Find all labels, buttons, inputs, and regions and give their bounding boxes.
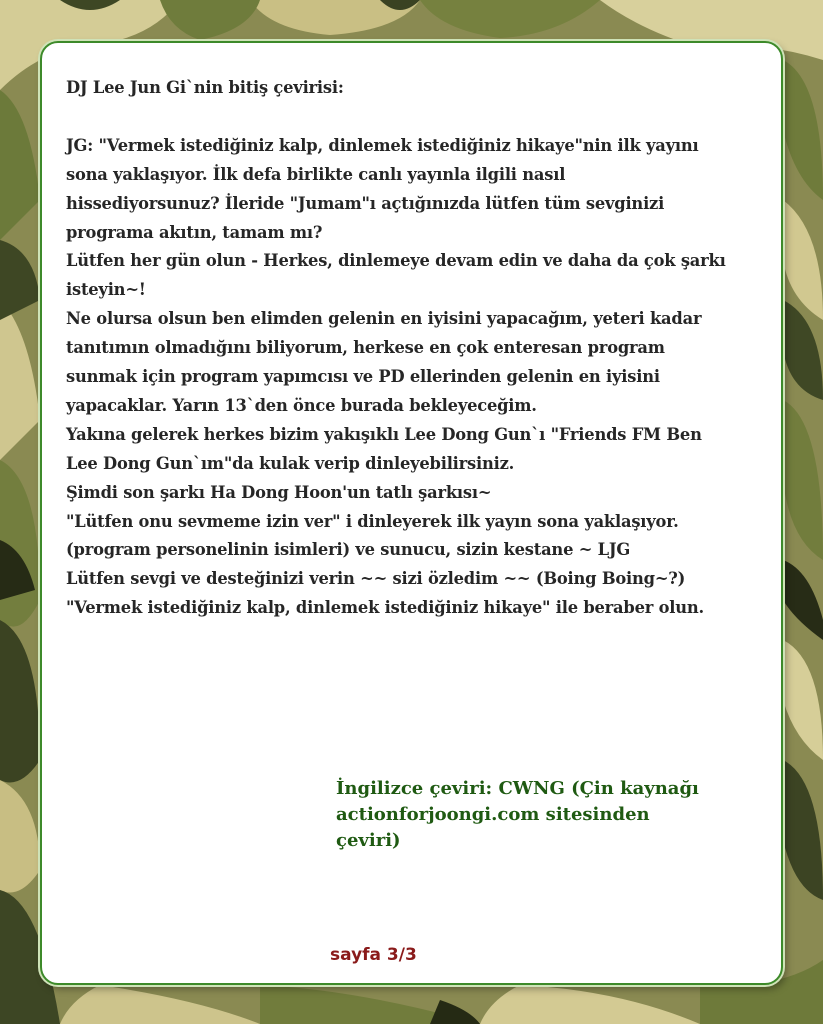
text-line: programa akıtın, tamam mı?	[66, 222, 323, 242]
text-line: Lee Dong Gun`ım"da kulak verip dinleyebilirsiniz.	[66, 453, 515, 473]
text-line: Şimdi son şarkı Ha Dong Hoon'un tatlı şarkısı~	[66, 482, 492, 502]
text-line: Lütfen sevgi ve desteğinizi verin ~~ sizi özledim ~~ (Boing Boing~?)	[66, 569, 686, 589]
text-line: Ne olursa olsun ben elimden gelenin en iyisini yapacağım, yeteri kadar	[66, 309, 702, 329]
text-line: yapacaklar. Yarın 13`den önce burada bekleyeceğim.	[66, 395, 537, 415]
translation-credit	[336, 776, 766, 854]
credit-line: İngilizce çeviri: CWNG (Çin kaynağı	[336, 778, 699, 799]
blank-line	[66, 103, 766, 132]
heading: DJ Lee Jun Gi`nin bitiş çevirisi:	[66, 78, 344, 97]
text-line: Lütfen her gün olun - Herkes, dinlemeye devam edin ve daha da çok şarkı	[66, 251, 726, 271]
text-line: sunmak için program yapımcısı ve PD ellerinden gelenin en iyisini	[66, 367, 660, 387]
translation-body	[66, 74, 766, 623]
text-line: (program personelinin isimleri) ve sunucu, sizin kestane ~ LJG	[66, 540, 631, 560]
text-line: sona yaklaşıyor. İlk defa birlikte canlı yayınla ilgili nasıl	[66, 164, 566, 184]
text-line: "Vermek istediğiniz kalp, dinlemek istediğiniz hikaye" ile beraber olun.	[66, 598, 704, 618]
text-line: isteyin~!	[66, 280, 146, 300]
text-line: "Lütfen onu sevmeme izin ver" i dinleyerek ilk yayın sona yaklaşıyor.	[66, 511, 679, 531]
credit-line: çeviri)	[336, 830, 401, 851]
text-line: Yakına gelerek herkes bizim yakışıklı Lee Dong Gun`ı "Friends FM Ben	[66, 424, 702, 444]
credit-line: actionforjoongi.com sitesinden	[336, 804, 650, 825]
text-line: JG: "Vermek istediğiniz kalp, dinlemek istediğiniz hikaye"nin ilk yayını	[66, 135, 699, 155]
text-line: tanıtımın olmadığını biliyorum, herkese en çok enteresan program	[66, 338, 665, 358]
text-line: hissediyorsunuz? İleride "Jumam"ı açtığınızda lütfen tüm sevginizi	[66, 193, 665, 213]
page-number: sayfa 3/3	[330, 945, 417, 965]
